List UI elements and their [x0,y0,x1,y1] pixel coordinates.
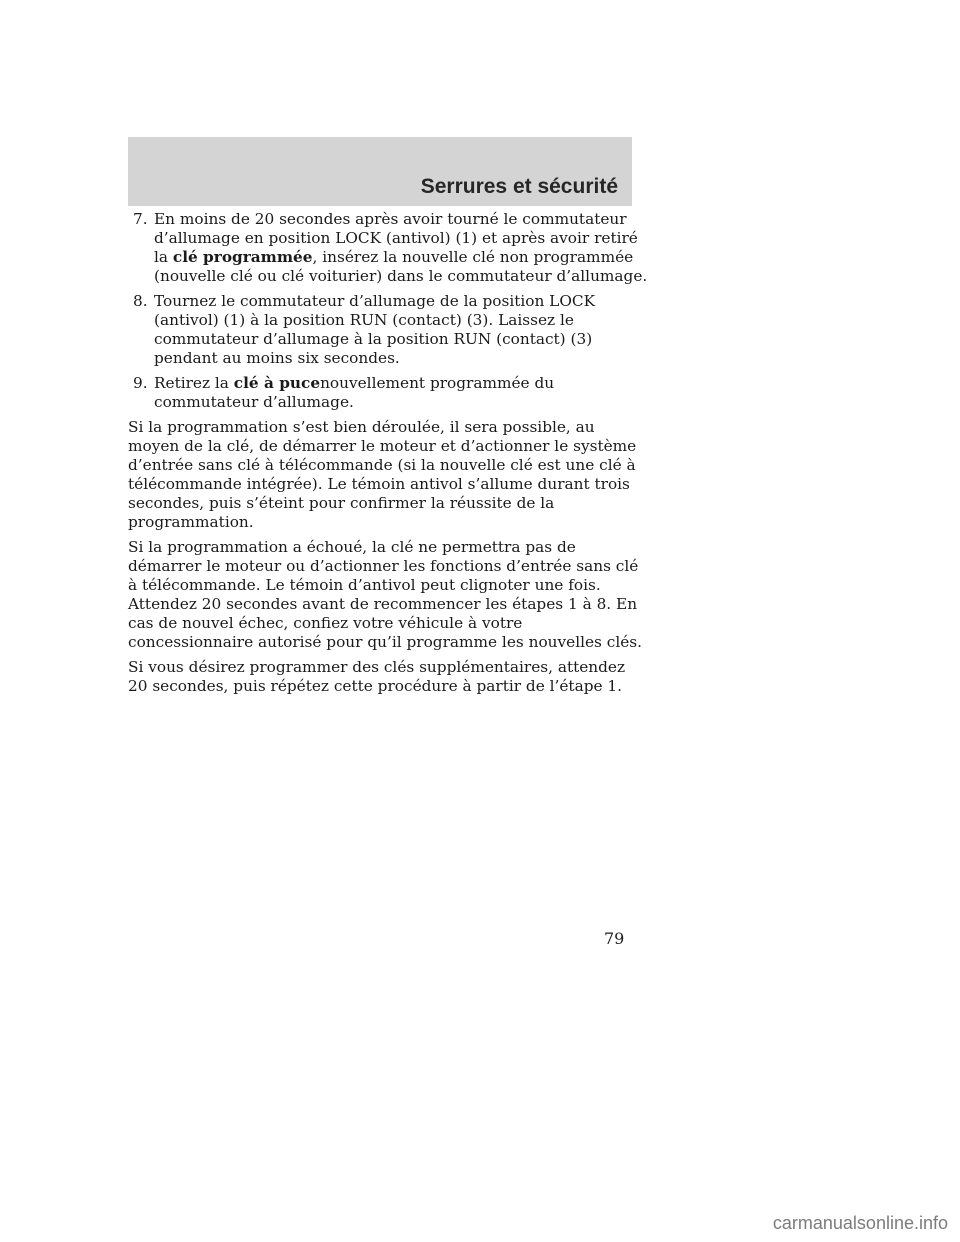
step-number: 8. [133,292,148,310]
step-item [128,210,648,286]
step-text: Retirez la [154,374,234,392]
step-emphasis: clé programmée [172,248,313,266]
step-text: En moins de 20 secondes après avoir tourné le commutateur d’allumage en position LOCK (antivol) (1) et après avoir retiré la [154,210,638,266]
body-paragraph: Si la programmation a échoué, la clé ne permettra pas de démarrer le moteur ou d’actionner les fonctions d’entrée sans clé à télécommande. Le témoin d’antivol peut clignoter une fois. Attendez 20 secondes avant de recommencer les étapes 1 à 8. En cas de nouvel échec, confiez votre véhicule à votre concessionnaire autorisé pour qu’il programme les nouvelles clés. [128,538,642,651]
step-text: nouvellement programmée du commutateur d’allumage. [154,374,555,411]
step-item [128,292,648,368]
step-item [128,374,648,412]
section-header-band [128,137,632,206]
step-number: 7. [133,210,148,228]
body-paragraph: Si la programmation s’est bien déroulée, il sera possible, au moyen de la clé, de démarrer le moteur et d’actionner le système d’entrée sans clé à télécommande (si la nouvelle clé est une clé à télécommande intégrée). Le témoin antivol s’allume durant trois secondes, puis s’éteint pour confirmer la réussite de la programmation. [128,418,637,531]
step-text: Tournez le commutateur d’allumage de la position LOCK (antivol) (1) à la position RUN (contact) (3). Laissez le commutateur d’allumage à la position RUN (contact) (3) pendant au moins six secondes. [154,292,596,367]
step-number: 9. [133,374,148,392]
page-number: 79 [604,929,625,948]
step-list [128,210,648,412]
watermark: carmanualsonline.info [772,1213,948,1233]
section-title: Serrures et sécurité [420,175,618,198]
step-emphasis: clé à puce [233,374,321,392]
step-text: , insérez la nouvelle clé non programmée (nouvelle clé ou clé voiturier) dans le commutateur d’allumage. [154,248,648,285]
body-paragraph: Si vous désirez programmer des clés supplémentaires, attendez 20 secondes, puis répétez cette procédure à partir de l’étape 1. [128,658,626,695]
page-content [128,210,648,702]
